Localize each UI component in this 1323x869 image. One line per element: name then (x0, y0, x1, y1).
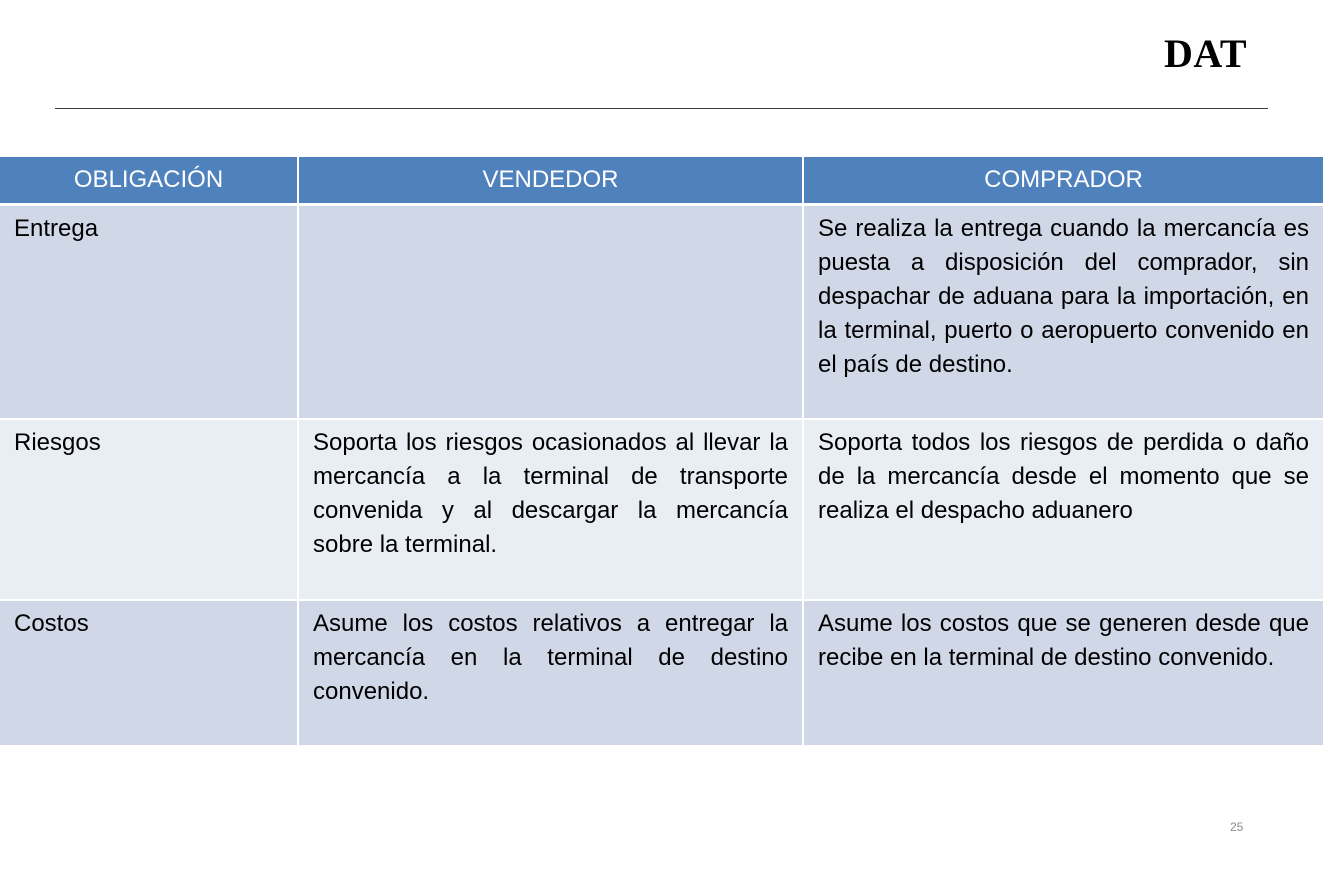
table-row-riesgos (0, 419, 1323, 600)
cell-comprador: Soporta todos los riesgos de perdida o daño de la mercancía desde el momento que se realiza el despacho aduanero (803, 419, 1323, 600)
table-header-row (0, 157, 1323, 205)
cell-comprador: Se realiza la entrega cuando la mercancía es puesta a disposición del comprador, sin despachar de aduana para la importación, en la terminal, puerto o aeropuerto convenido en el país de destino. (803, 205, 1323, 420)
cell-vendedor: Soporta los riesgos ocasionados al llevar la mercancía a la terminal de transporte convenida y al descargar la mercancía sobre la terminal. (298, 419, 803, 600)
cell-vendedor (298, 205, 803, 420)
header-obligacion: OBLIGACIÓN (0, 157, 298, 205)
cell-vendedor: Asume los costos relativos a entregar la mercancía en la terminal de destino convenido. (298, 600, 803, 746)
slide-title: DAT (1164, 31, 1247, 76)
header-vendedor: VENDEDOR (298, 157, 803, 205)
cell-obligacion: Riesgos (0, 419, 298, 600)
cell-obligacion: Entrega (0, 205, 298, 420)
table-row-entrega (0, 205, 1323, 420)
cell-obligacion: Costos (0, 600, 298, 746)
obligations-table (0, 157, 1323, 747)
page-number: 25 (1230, 820, 1244, 834)
table-row-costos (0, 600, 1323, 746)
title-divider (55, 108, 1268, 109)
cell-comprador: Asume los costos que se generen desde que recibe en la terminal de destino convenido. (803, 600, 1323, 746)
header-comprador: COMPRADOR (803, 157, 1323, 205)
